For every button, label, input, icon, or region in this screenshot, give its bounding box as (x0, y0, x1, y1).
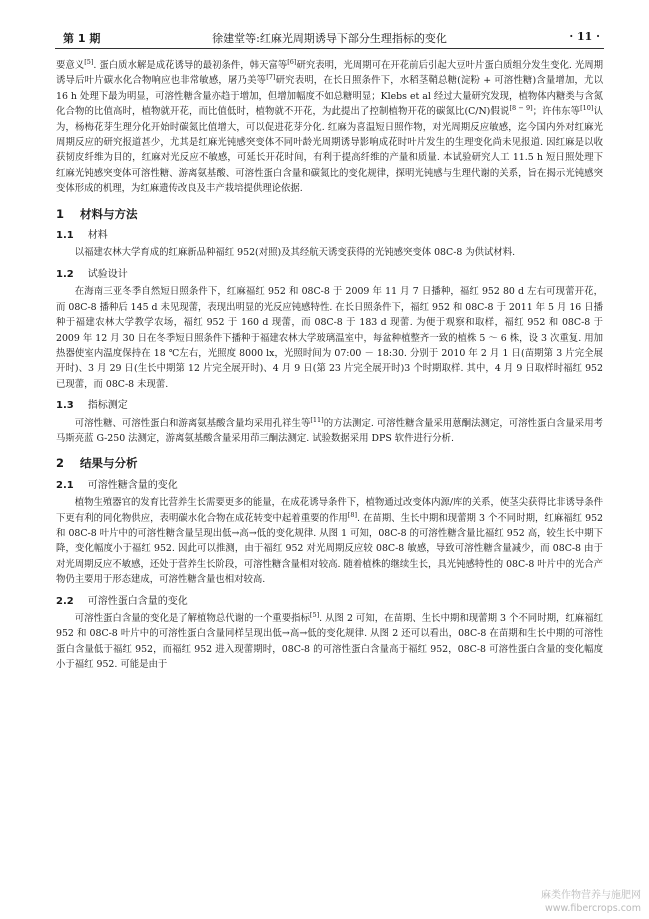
running-title: 徐建堂等:红麻光周期诱导下部分生理指标的变化 (212, 32, 447, 45)
subsection-heading-design: 1.2 试验设计 (56, 268, 128, 280)
section-heading-results: 2 结果与分析 (56, 456, 138, 471)
citation: [5] (309, 610, 320, 619)
citation: [10] (580, 104, 594, 113)
issue-number: 第 1 期 (63, 32, 101, 45)
watermark (491, 889, 641, 915)
protein-paragraph: 可溶性蛋白含量的变化是了解植物总代谢的一个重要指标[5]. 从图 2 可知，在苗期、生长中期和现蕾期 3 个不同时期，红麻福红 952 和 08C-8 叶片中的可溶性蛋白含量同样呈现出低→高→低的变化规律. 从图 2 还可以看出，08C-8 在苗期和生长中期的可溶性蛋白含量低于福红 952，而福红 952 进入现蕾期时，08C-8 的可溶性蛋白含量高于福红 952，08C-8 可溶性蛋白含量的变化幅度小于福红 952. 可能是由于 (56, 610, 603, 671)
subsection-heading-measurement: 1.3 指标测定 (56, 400, 128, 412)
subsection-heading-protein: 2.2 可溶性蛋白含量的变化 (56, 595, 188, 607)
citation: [11] (310, 415, 324, 424)
sugar-paragraph: 植物生殖器官的发育比营养生长需要更多的能量，在成花诱导条件下，植物通过改变体内源/库的关系，使茎尖获得比非诱导条件下更有利的同化物供应，表明碳水化合物在成花转变中起着重要的作用[8]. 在苗期、生长中期和现蕾期 3 个不同时期，红麻福红 952 和 08C-8 叶片中的可溶性糖含量呈现出低→高→低的变化规律. 从图 1 可知，08C-8 的可溶性糖含量比福红 952 高，较生长中期下降，变化幅度小于福红 952. 因此可以推测，由于福红 952 对光周期反应较 08C-8 敏感，导致可溶性糖含量减少，而 08C-8 由于对光周期反应不敏感，还处于营养生长阶段，可溶性糖含量相对较高. 随着植株的继续生长，具光钝感特性的 08C-8 叶片中的光合产物仍主要用于形态建成，可溶性糖含量也相对较高. (56, 497, 603, 586)
section-heading-methods: 1 材料与方法 (56, 206, 138, 221)
page-number: · 11 · (569, 30, 600, 43)
citation: [5] (84, 57, 94, 66)
materials-paragraph: 以福建农林大学育成的红麻新品种福红 952(对照)及其经航天诱变获得的光钝感突变体 08C-8 为供试材料. (74, 247, 516, 259)
intro-paragraph: 要意义[5]. 蛋白质水解是成花诱导的最初条件，韩天富等[6]研究表明，光周期可在开花前后引起大豆叶片蛋白质组分发生变化. 光周期诱导后叶片碳水化合物响应也非常敏感，屠乃美等[7]研究表明，在长日照条件下，水稻茎鞘总糖(淀粉 + 可溶性糖)含量增加，尤以 16 h 处理下最为明显，可溶性糖含量亦趋于增加，但增加幅度不如总糖明显；Klebs et al 经过大量研究发现，植物体内糖类与含氮化合物的比值高时，植物就开花，而比值低时，植物就不开花，为此提出了控制植物开花的碳氮比(C/N)假说[8 − 9]；许伟东等[10]认为，杨梅花芽生理分化开始时碳氮比值增大，可以促进花芽分化. 红麻为喜温短日照作物，对光周期反应敏感，迄今国内外对红麻光周期反应的研究报道甚少，尤其是红麻光钝感突变体不同叶龄光周期诱导影响成花时叶片发生的生理变化尚未见报道. 因红麻是以收获韧皮纤维为目的，红麻对光反应不敏感，可延长开花时间，有利于提高纤维的产量和质量. 本试验研究人工 11.5 h 短日照处理下红麻光钝感突变体可溶性糖、游离氨基酸、可溶性蛋白含量和碳氮比的变化规律，探明光钝感与生理代谢的关系，旨在揭示光钝感突变体形成的机理，为红麻遗传改良及丰产栽培提供理论依据. (56, 57, 603, 195)
subsection-heading-materials: 1.1 材料 (56, 230, 108, 242)
citation: [8 − 9] (509, 104, 533, 113)
watermark-name: 麻类作物营养与施肥网 (541, 890, 641, 901)
article-body (56, 58, 603, 673)
citation: [8] (347, 510, 358, 519)
citation: [7] (266, 73, 276, 82)
watermark-url: www.fibercrops.com (544, 903, 641, 914)
subsection-heading-sugar: 2.1 可溶性糖含量的变化 (56, 479, 178, 491)
measurement-paragraph: 可溶性糖、可溶性蛋白和游离氨基酸含量均采用孔祥生等[11]的方法测定. 可溶性糖含量采用蒽酮法测定，可溶性蛋白含量采用考马斯亮蓝 G-250 法测定，游离氨基酸含量采用茚三酮法测定. 试验数据采用 DPS 软件进行分析. (56, 415, 603, 444)
running-header (55, 28, 604, 49)
design-paragraph: 在海南三亚冬季自然短日照条件下，红麻福红 952 和 08C-8 于 2009 年 11 月 7 日播种，福红 952 80 d 左右可现蕾开花，而 08C-8 播种后 145 d 未见现蕾，表现出明显的光反应钝感特性. 在长日照条件下，福红 952 和 08C-8 于 2011 年 5 月 16 日播种于福建农林大学教学农场，福红 952 于 160 d 现蕾，而 08C-8 于 183 d 现蕾. 为便于观察和取样，福红 952 和 08C-8 于 2009 年 12 月 30 日在冬季短日照条件下播种于福建农林大学玻璃温室中，每盆种植整齐一致的植株 5 ～ 6 株，设 3 次重复. 用加热器使室内温度保持在 18 ℃左右，光照度 8000 lx，光照时间为 07:00 － 18:30. 分别于 2010 年 2 月 1 日(苗期第 3 片完全展开时)、3 月 29 日(生长中期第 12 片完全展开时)、4 月 9 日(第 23 片完全展开时)3 个时期取样. 其中，4 月 9 日取样时福红 952 已现蕾，而 08C-8 未现蕾. (56, 286, 603, 390)
citation: [6] (287, 57, 297, 66)
